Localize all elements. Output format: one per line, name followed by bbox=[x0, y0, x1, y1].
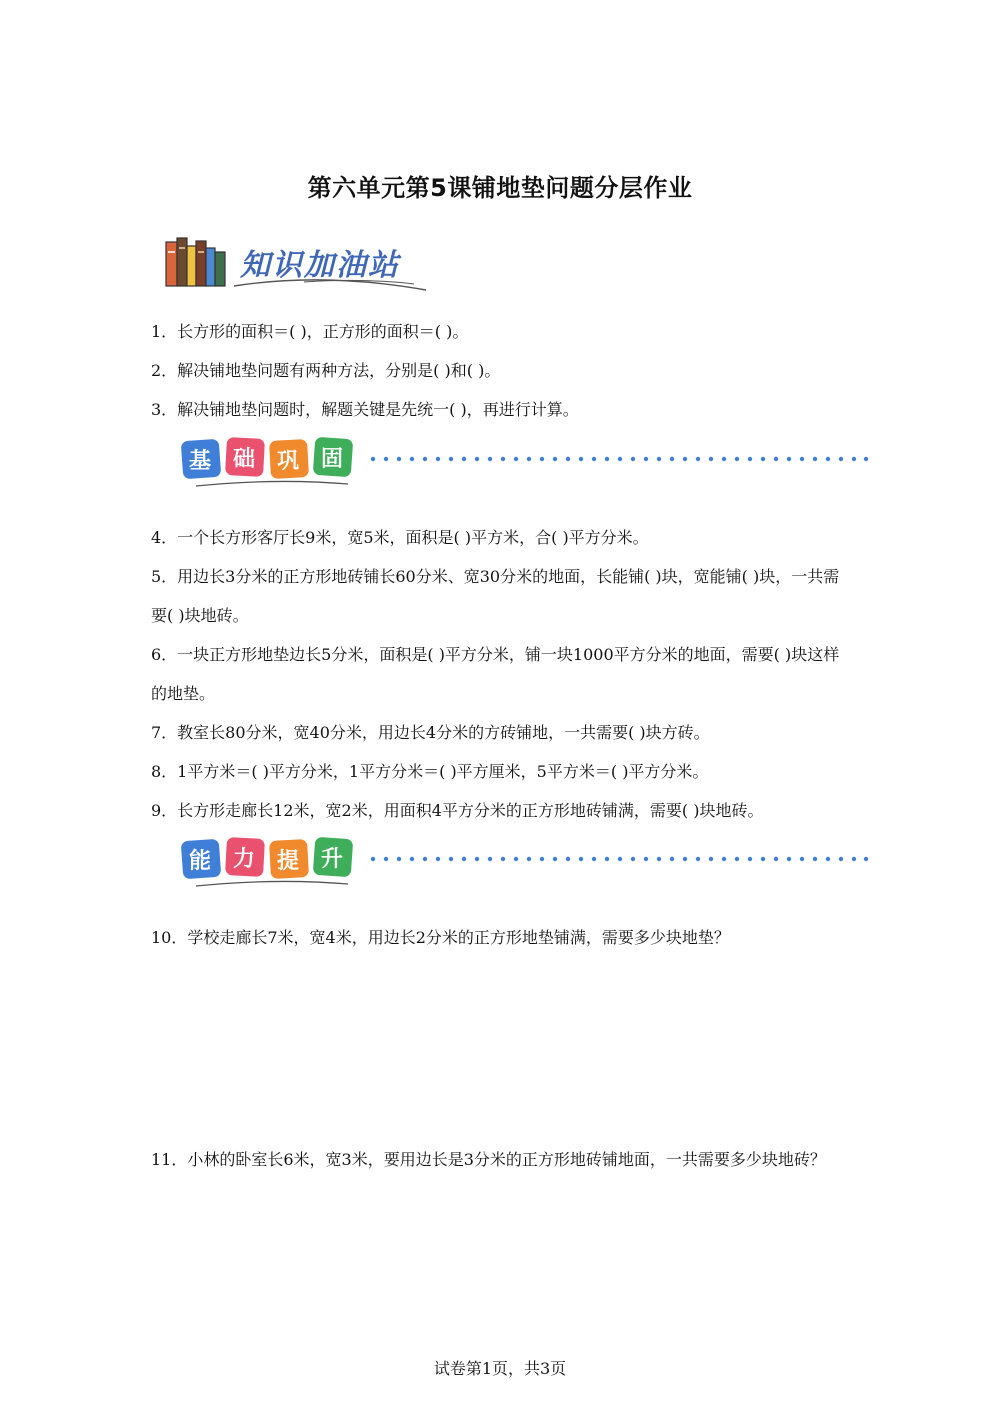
basic-char-3: 巩 bbox=[277, 449, 300, 474]
knowledge-label: 知识加油站 bbox=[240, 248, 400, 283]
question-5: 5．用边长3分米的正方形地砖铺长60分米、宽30分米的地面，长能铺( )块，宽能铺( )块，一共需要( )块地砖。 bbox=[151, 567, 840, 625]
dotted-divider bbox=[371, 857, 868, 861]
advanced-banner bbox=[176, 834, 870, 892]
page-title: 第六单元第5课铺地垫问题分层作业 bbox=[307, 174, 693, 202]
question-2: 2．解决铺地垫问题有两种方法，分别是( )和( )。 bbox=[151, 361, 501, 380]
advanced-char-2: 力 bbox=[233, 847, 256, 872]
question-7: 7．教室长80分米，宽40分米，用边长4分米的方砖铺地，一共需要( )块方砖。 bbox=[151, 723, 710, 742]
question-1: 1．长方形的面积＝( )，正方形的面积＝( )。 bbox=[151, 322, 469, 341]
question-3: 3．解决铺地垫问题时，解题关键是先统一( )，再进行计算。 bbox=[151, 400, 579, 419]
question-4: 4．一个长方形客厅长9米，宽5米，面积是( )平方米，合( )平方分米。 bbox=[151, 528, 649, 547]
advanced-char-3: 提 bbox=[277, 849, 300, 874]
page-footer: 试卷第1页，共3页 bbox=[433, 1359, 567, 1378]
basic-char-4: 固 bbox=[321, 447, 344, 472]
basic-banner bbox=[176, 434, 870, 492]
question-11: 11．小林的卧室长6米，宽3米，要用边长是3分米的正方形地砖铺地面，一共需要多少块地砖？ bbox=[151, 1150, 826, 1169]
question-10: 10．学校走廊长7米，宽4米，用边长2分米的正方形地垫铺满，需要多少块地垫？ bbox=[151, 928, 730, 947]
dotted-divider bbox=[371, 457, 868, 461]
advanced-char-4: 升 bbox=[321, 847, 344, 872]
question-9: 9．长方形走廊长12米，宽2米，用面积4平方分米的正方形地砖铺满，需要( )块地砖。 bbox=[151, 801, 764, 820]
question-6: 6．一块正方形地垫边长5分米，面积是( )平方分米，铺一块1000平方分米的地面，需要( )块这样的地垫。 bbox=[151, 645, 840, 703]
knowledge-banner bbox=[164, 232, 436, 294]
basic-char-2: 础 bbox=[233, 447, 256, 472]
advanced-char-1: 能 bbox=[189, 849, 212, 874]
question-8: 8．1平方米＝( )平方分米，1平方分米＝( )平方厘米，5平方米＝( )平方分米。 bbox=[151, 762, 709, 781]
basic-char-1: 基 bbox=[189, 449, 212, 474]
